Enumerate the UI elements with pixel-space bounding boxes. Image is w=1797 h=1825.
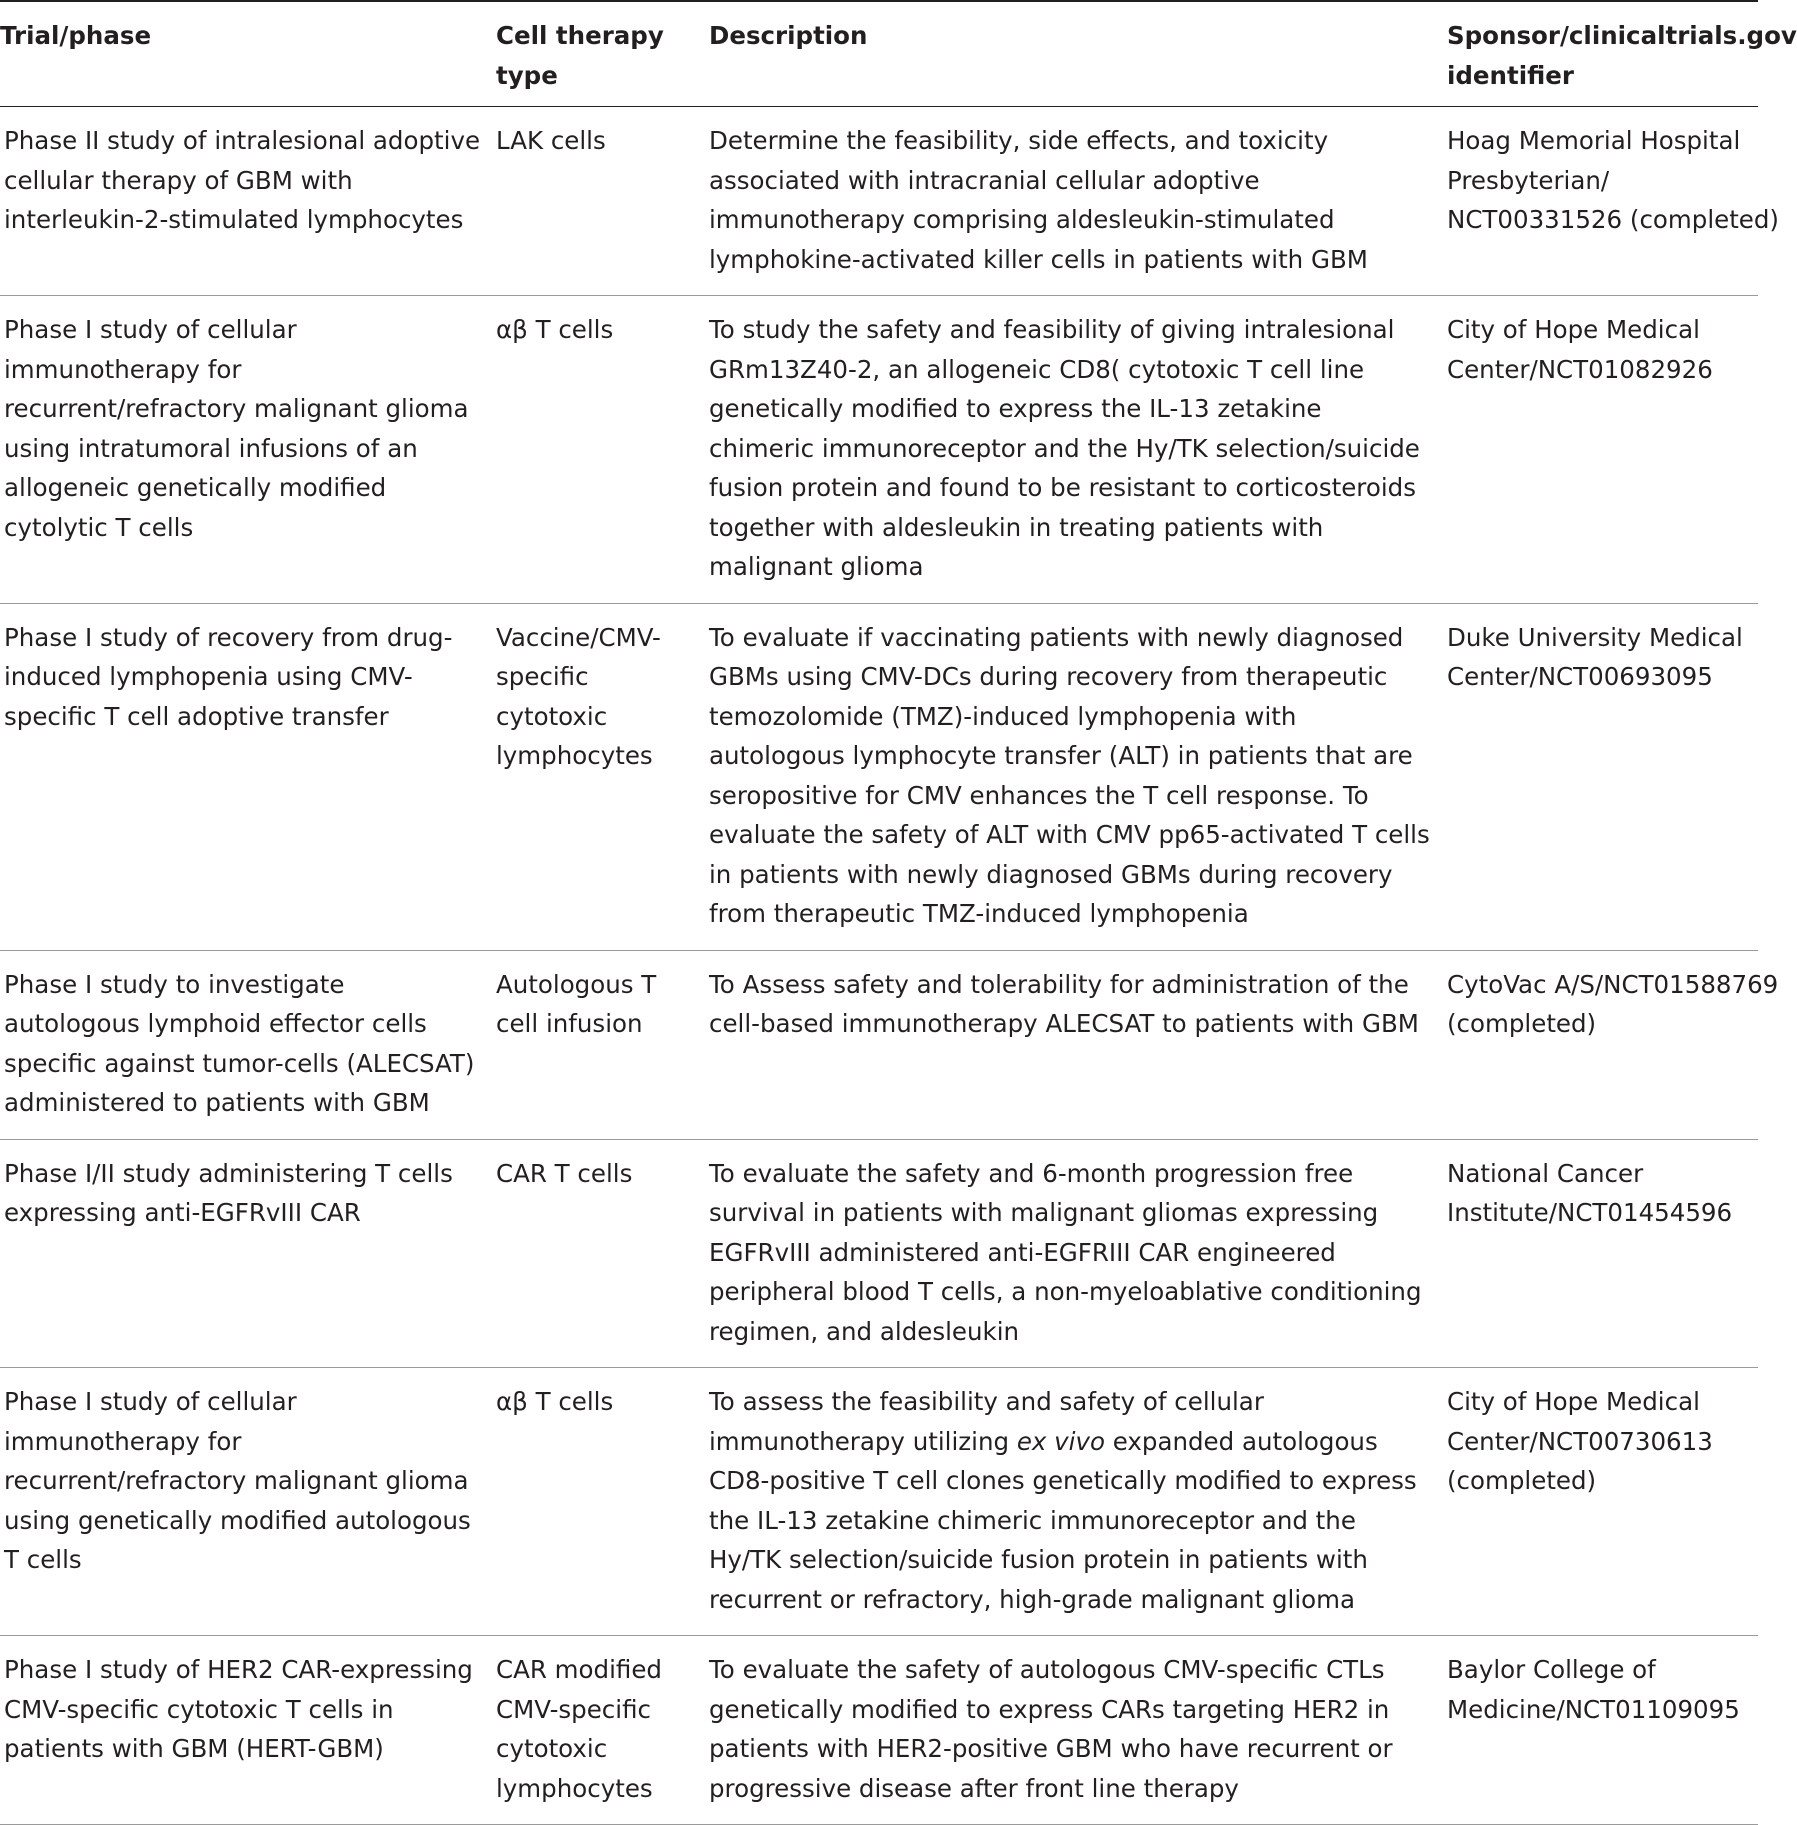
description-cell: To evaluate if vaccinating patients with newly diagnosed GBMs using CMV-DCs during recovery from therapeutic temozolomide (TMZ)-induced lymphopenia with autologous lymphocyte transfer (ALT) in patients that are seropositive for CMV enhances the T cell response. To evaluate the safety of ALT with CMV pp65-activated T cells in patients with newly diagnosed GBMs during recovery from therapeutic TMZ-induced lymphopenia [705,603,1443,950]
sponsor-cell: City of Hope Medical Center/NCT01082926 [1443,296,1758,604]
sponsor-cell: Duke University Medical Center/NCT00693095 [1443,603,1758,950]
description-cell: Determine the feasibility, side effects, and toxicity associated with intracranial cellular adoptive immunotherapy comprising aldesleukin-stimulated lymphokine-activated killer cells in patients with GBM [705,107,1443,296]
description-cell: To evaluate the safety of autologous CMV-specific CTLs genetically modified to express CARs targeting HER2 in patients with HER2-positive GBM who have recurrent or progressive disease after front line therapy [705,1636,1443,1825]
header-trial-phase: Trial/phase [0,1,492,107]
table-row [0,1368,1758,1636]
trial-cell: Phase I study of cellular immunotherapy for recurrent/refractory malignant glioma using genetically modified autologous T cells [0,1368,492,1636]
cell-type-cell: LAK cells [492,107,705,296]
header-cell-therapy-type: Cell therapy type [492,1,705,107]
description-cell: To study the safety and feasibility of giving intralesional GRm13Z40-2, an allogeneic CD8( cytotoxic T cell line genetically modified to express the IL-13 zetakine chimeric immunoreceptor and the Hy/TK selection/suicide fusion protein and found to be resistant to corticosteroids together with aldesleukin in treating patients with malignant glioma [705,296,1443,604]
table-row [0,107,1758,296]
cell-type-cell: CAR modified CMV-specific cytotoxic lymphocytes [492,1636,705,1825]
cell-type-cell: αβ T cells [492,1368,705,1636]
sponsor-cell: CytoVac A/S/NCT01588769 (completed) [1443,950,1758,1139]
sponsor-cell: City of Hope Medical Center/NCT00730613 (completed) [1443,1368,1758,1636]
cell-type-cell: αβ T cells [492,296,705,604]
cell-type-cell: Vaccine/CMV-specific cytotoxic lymphocytes [492,603,705,950]
header-description: Description [705,1,1443,107]
description-cell: To assess the feasibility and safety of cellular immunotherapy utilizing ex vivo expanded autologous CD8-positive T cell clones genetically modified to express the IL-13 zetakine chimeric immunoreceptor and the Hy/TK selection/suicide fusion protein in patients with recurrent or refractory, high-grade malignant glioma [705,1368,1443,1636]
table-row [0,296,1758,604]
trial-cell: Phase I study to investigate autologous lymphoid effector cells specific against tumor-cells (ALECSAT) administered to patients with GBM [0,950,492,1139]
sponsor-cell: Hoag Memorial Hospital Presbyterian/ NCT00331526 (completed) [1443,107,1758,296]
italic-term: ex vivo [1016,1426,1105,1456]
trial-cell: Phase I study of HER2 CAR-expressing CMV-specific cytotoxic T cells in patients with GBM (HERT-GBM) [0,1636,492,1825]
cell-type-cell: Autologous T cell infusion [492,950,705,1139]
sponsor-cell: National Cancer Institute/NCT01454596 [1443,1139,1758,1368]
table-header-row [0,1,1758,107]
cell-type-cell: CAR T cells [492,1139,705,1368]
trial-cell: Phase I/II study administering T cells expressing anti-EGFRvIII CAR [0,1139,492,1368]
table-row [0,603,1758,950]
description-cell: To evaluate the safety and 6-month progression free survival in patients with malignant gliomas expressing EGFRvIII administered anti-EGFRIII CAR engineered peripheral blood T cells, a non-myeloablative conditioning regimen, and aldesleukin [705,1139,1443,1368]
sponsor-cell: Baylor College of Medicine/NCT01109095 [1443,1636,1758,1825]
table-row [0,1139,1758,1368]
trial-cell: Phase I study of cellular immunotherapy for recurrent/refractory malignant glioma using intratumoral infusions of an allogeneic genetically modified cytolytic T cells [0,296,492,604]
description-cell: To Assess safety and tolerability for administration of the cell-based immunotherapy ALECSAT to patients with GBM [705,950,1443,1139]
table-row [0,950,1758,1139]
trial-cell: Phase I study of recovery from drug-induced lymphopenia using CMV-specific T cell adoptive transfer [0,603,492,950]
table-row [0,1636,1758,1825]
header-sponsor-identifier: Sponsor/clinicaltrials.gov identifier [1443,1,1758,107]
trial-cell: Phase II study of intralesional adoptive cellular therapy of GBM with interleukin-2-stimulated lymphocytes [0,107,492,296]
